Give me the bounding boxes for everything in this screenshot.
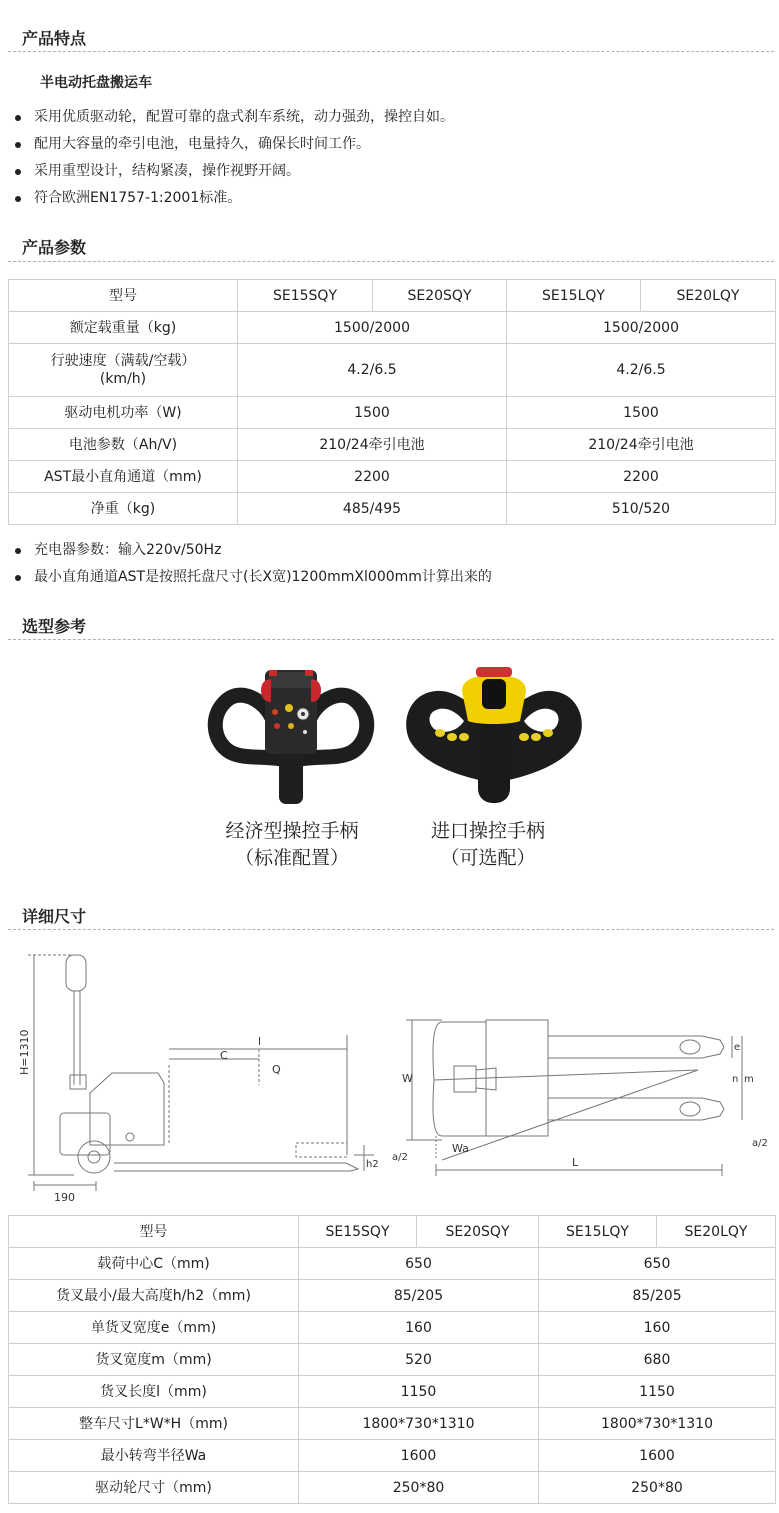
row-label: 额定载重量（kg) bbox=[9, 312, 238, 344]
table-row bbox=[9, 1344, 776, 1376]
row-label: AST最小直角通道（mm) bbox=[9, 461, 238, 493]
value-cell: 1800*730*1310 bbox=[539, 1408, 776, 1440]
section-title-selection: 选型参考 bbox=[22, 617, 87, 636]
table-row bbox=[9, 312, 776, 344]
header-cell: SE20LQY bbox=[657, 1216, 776, 1248]
dim-label-c: C bbox=[220, 1049, 228, 1062]
header-cell: 型号 bbox=[9, 280, 238, 312]
section-title-params: 产品参数 bbox=[22, 238, 87, 257]
header-cell: SE15LQY bbox=[507, 280, 641, 312]
params-table bbox=[8, 279, 776, 525]
row-label: 整车尺寸L*W*H（mm) bbox=[9, 1408, 299, 1440]
table-row bbox=[9, 1408, 776, 1440]
value-cell: 250*80 bbox=[299, 1472, 539, 1504]
list-item: 配用大容量的牵引电池，电量持久，确保长时间工作。 bbox=[0, 131, 779, 158]
dim-label-wa: Wa bbox=[452, 1142, 469, 1155]
header-cell: SE15SQY bbox=[299, 1216, 417, 1248]
dim-label-w: W bbox=[402, 1072, 413, 1085]
list-item: 采用优质驱动轮，配置可靠的盘式刹车系统，动力强劲，操控自如。 bbox=[0, 104, 779, 131]
row-label: 电池参数（Ah/V) bbox=[9, 429, 238, 461]
dim-label-a2-right: a/2 bbox=[752, 1138, 768, 1149]
header-cell: SE15SQY bbox=[238, 280, 373, 312]
caption-line: （标准配置） bbox=[234, 847, 349, 869]
header-cell: SE20LQY bbox=[641, 280, 776, 312]
dim-label-length: L bbox=[572, 1156, 579, 1169]
list-item: 最小直角通道AST是按照托盘尺寸(长X宽)1200mmXl000mm计算出来的 bbox=[0, 564, 779, 591]
header-cell: SE20SQY bbox=[417, 1216, 539, 1248]
row-label: 净重（kg) bbox=[9, 493, 238, 525]
dim-label-a2-left: a/2 bbox=[392, 1152, 408, 1163]
divider bbox=[8, 51, 774, 52]
side-view-drawing bbox=[14, 945, 384, 1205]
row-label: 货叉长度l（mm) bbox=[9, 1376, 299, 1408]
imported-handle-image bbox=[400, 665, 588, 805]
value-cell: 160 bbox=[299, 1312, 539, 1344]
dim-label-n: n bbox=[732, 1074, 739, 1085]
value-cell: 2200 bbox=[238, 461, 507, 493]
table-row bbox=[9, 1376, 776, 1408]
table-row bbox=[9, 344, 776, 397]
value-cell: 1150 bbox=[299, 1376, 539, 1408]
row-label: 最小转弯半径Wa bbox=[9, 1440, 299, 1472]
row-label: 载荷中心C（mm) bbox=[9, 1248, 299, 1280]
table-header-row bbox=[9, 280, 776, 312]
dim-label-base: 190 bbox=[54, 1191, 75, 1204]
header-cell: SE20SQY bbox=[373, 280, 507, 312]
value-cell: 650 bbox=[299, 1248, 539, 1280]
dim-label-l: l bbox=[258, 1035, 262, 1048]
notes-list bbox=[0, 537, 779, 591]
dim-label-m: m bbox=[744, 1074, 754, 1085]
row-label: 驱动电机功率（W) bbox=[9, 397, 238, 429]
value-cell: 520 bbox=[299, 1344, 539, 1376]
table-row bbox=[9, 493, 776, 525]
imported-handle-caption bbox=[388, 818, 588, 872]
header-cell: 型号 bbox=[9, 1216, 299, 1248]
value-cell: 210/24牵引电池 bbox=[507, 429, 776, 461]
caption-line: 进口操控手柄 bbox=[430, 820, 545, 842]
feature-list bbox=[0, 104, 779, 212]
caption-line: 经济型操控手柄 bbox=[225, 820, 359, 842]
product-subtitle: 半电动托盘搬运车 bbox=[40, 75, 152, 91]
table-row bbox=[9, 1312, 776, 1344]
divider bbox=[8, 261, 774, 262]
value-cell: 85/205 bbox=[299, 1280, 539, 1312]
value-cell: 680 bbox=[539, 1344, 776, 1376]
value-cell: 1150 bbox=[539, 1376, 776, 1408]
value-cell: 1500 bbox=[507, 397, 776, 429]
table-header-row bbox=[9, 1216, 776, 1248]
divider bbox=[8, 639, 774, 640]
table-row bbox=[9, 397, 776, 429]
table-row bbox=[9, 1440, 776, 1472]
economy-handle-caption bbox=[192, 818, 392, 872]
value-cell: 1500/2000 bbox=[507, 312, 776, 344]
value-cell: 2200 bbox=[507, 461, 776, 493]
dim-label-q: Q bbox=[272, 1063, 281, 1076]
section-title-features: 产品特点 bbox=[22, 29, 87, 48]
section-title-dimensions: 详细尺寸 bbox=[22, 907, 87, 926]
dim-label-e: e bbox=[734, 1042, 741, 1053]
dimensions-table bbox=[8, 1215, 776, 1504]
divider bbox=[8, 929, 774, 930]
table-row bbox=[9, 1280, 776, 1312]
value-cell: 1600 bbox=[539, 1440, 776, 1472]
value-cell: 4.2/6.5 bbox=[507, 344, 776, 397]
dim-label-h2: h2 bbox=[366, 1159, 379, 1170]
list-item: 充电器参数：输入220v/50Hz bbox=[0, 537, 779, 564]
value-cell: 4.2/6.5 bbox=[238, 344, 507, 397]
value-cell: 250*80 bbox=[539, 1472, 776, 1504]
value-cell: 650 bbox=[539, 1248, 776, 1280]
table-row bbox=[9, 461, 776, 493]
value-cell: 1500/2000 bbox=[238, 312, 507, 344]
value-cell: 210/24牵引电池 bbox=[238, 429, 507, 461]
table-row bbox=[9, 1472, 776, 1504]
top-view-drawing bbox=[392, 1010, 776, 1192]
value-cell: 85/205 bbox=[539, 1280, 776, 1312]
value-cell: 160 bbox=[539, 1312, 776, 1344]
row-label: 驱动轮尺寸（mm) bbox=[9, 1472, 299, 1504]
list-item: 采用重型设计，结构紧凑，操作视野开阔。 bbox=[0, 158, 779, 185]
economy-handle-image bbox=[205, 660, 377, 808]
value-cell: 1600 bbox=[299, 1440, 539, 1472]
row-label: 单货叉宽度e（mm) bbox=[9, 1312, 299, 1344]
row-label: 货叉最小/最大高度h/h2（mm) bbox=[9, 1280, 299, 1312]
list-item: 符合欧洲EN1757-1:2001标准。 bbox=[0, 185, 779, 212]
dim-label-h: H=1310 bbox=[18, 1029, 31, 1075]
row-label: 行驶速度（满载/空载）(km/h) bbox=[9, 344, 238, 397]
table-row bbox=[9, 429, 776, 461]
caption-line: （可选配） bbox=[440, 847, 536, 869]
header-cell: SE15LQY bbox=[539, 1216, 657, 1248]
table-row bbox=[9, 1248, 776, 1280]
value-cell: 1800*730*1310 bbox=[299, 1408, 539, 1440]
value-cell: 510/520 bbox=[507, 493, 776, 525]
row-label: 货叉宽度m（mm) bbox=[9, 1344, 299, 1376]
value-cell: 1500 bbox=[238, 397, 507, 429]
value-cell: 485/495 bbox=[238, 493, 507, 525]
